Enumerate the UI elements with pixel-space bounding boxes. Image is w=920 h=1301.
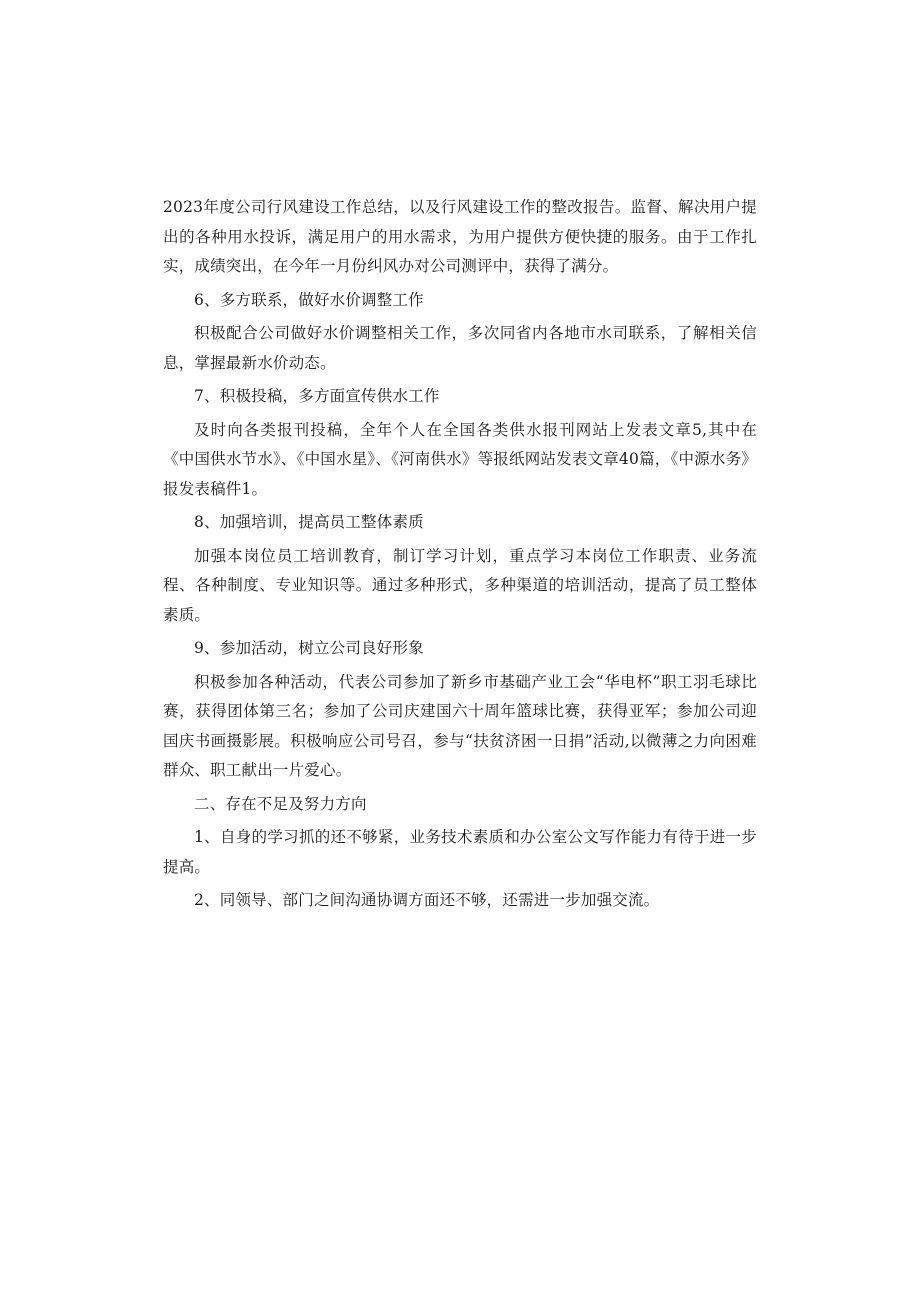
section-heading-shortcomings: 二、存在不足及努力方向 [194,794,367,813]
paragraph-6: 积极配合公司做好水价调整相关工作，多次同省内各地市水司联系，了解相关信息，掌握最新水价动态。 [163,324,757,372]
paragraph-9: 积极参加各种活动，代表公司参加了新乡市基础产业工会“华电杯”职工羽毛球比赛，获得团体第三名；参加了公司庆建国六十周年篮球比赛，获得亚军；参加公司迎国庆书画摄影展。积极响应公司号召，参与“扶贫济困一日捐”活动,以微薄之力向困难群众、职工献出一片爱心。 [163,672,757,779]
paragraph-7: 及时向各类报刊投稿，全年个人在全国各类供水报刊网站上发表文章5,其中在《中国供水节水》、《中国水星》、《河南供水》等报纸网站发表文章40篇，《中源水务》报发表稿件1。 [163,420,757,498]
paragraph-8: 加强本岗位员工培训教育，制订学习计划，重点学习本岗位工作职责、业务流程、各种制度、专业知识等。通过多种形式，多种渠道的培训活动，提高了员工整体素质。 [163,546,757,624]
shortcoming-item-1: 1、自身的学习抓的还不够紧，业务技术素质和办公室公文写作能力有待于进一步提高。 [163,828,757,876]
section-heading-6: 6、多方联系，做好水价调整工作 [194,290,424,309]
document-body [163,193,757,916]
shortcoming-item-2: 2、同领导、部门之间沟通协调方面还不够，还需进一步加强交流。 [194,891,660,909]
section-heading-9: 9、参加活动，树立公司良好形象 [194,639,424,657]
paragraph-intro: 2023年度公司行风建设工作总结，以及行风建设工作的整改报告。监督、解决用户提出的各种用水投诉，满足用户的用水需求，为用户提供方便快捷的服务。由于工作扎实，成绩突出，在今年一月份纠风办对公司测评中，获得了满分。 [163,198,757,275]
section-heading-7: 7、积极投稿，多方面宣传供水工作 [194,387,440,405]
section-heading-8: 8、加强培训，提高员工整体素质 [194,513,424,531]
